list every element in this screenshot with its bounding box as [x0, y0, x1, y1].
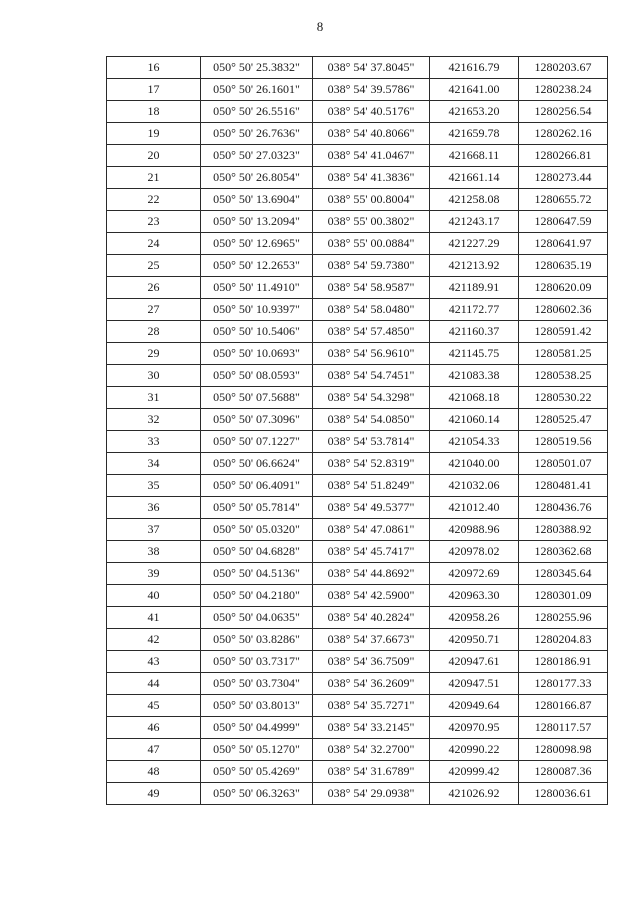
latitude-cell: 050° 50' 12.2653"	[201, 255, 313, 277]
y-coordinate-cell: 1280602.36	[519, 299, 608, 321]
point-number: 21	[107, 167, 201, 189]
table-row	[107, 629, 608, 651]
y-coordinate-cell: 1280256.54	[519, 101, 608, 123]
longitude-cell: 038° 54' 57.4850"	[313, 321, 430, 343]
table-row	[107, 123, 608, 145]
table-row	[107, 321, 608, 343]
latitude-cell: 050° 50' 03.7317"	[201, 651, 313, 673]
table-row	[107, 541, 608, 563]
longitude-cell: 038° 54' 52.8319"	[313, 453, 430, 475]
longitude-cell: 038° 54' 58.9587"	[313, 277, 430, 299]
point-number: 36	[107, 497, 201, 519]
latitude-cell: 050° 50' 05.7814"	[201, 497, 313, 519]
table-row	[107, 783, 608, 805]
x-coordinate-cell: 421054.33	[430, 431, 519, 453]
longitude-cell: 038° 55' 00.3802"	[313, 211, 430, 233]
longitude-cell: 038° 54' 41.0467"	[313, 145, 430, 167]
y-coordinate-cell: 1280362.68	[519, 541, 608, 563]
table-row	[107, 475, 608, 497]
y-coordinate-cell: 1280117.57	[519, 717, 608, 739]
y-coordinate-cell: 1280204.83	[519, 629, 608, 651]
y-coordinate-cell: 1280591.42	[519, 321, 608, 343]
table-row	[107, 717, 608, 739]
latitude-cell: 050° 50' 13.2094"	[201, 211, 313, 233]
y-coordinate-cell: 1280301.09	[519, 585, 608, 607]
longitude-cell: 038° 54' 54.7451"	[313, 365, 430, 387]
latitude-cell: 050° 50' 04.0635"	[201, 607, 313, 629]
point-number: 30	[107, 365, 201, 387]
x-coordinate-cell: 421032.06	[430, 475, 519, 497]
longitude-cell: 038° 54' 44.8692"	[313, 563, 430, 585]
point-number: 17	[107, 79, 201, 101]
table-row	[107, 277, 608, 299]
table-row	[107, 409, 608, 431]
longitude-cell: 038° 55' 00.8004"	[313, 189, 430, 211]
latitude-cell: 050° 50' 10.9397"	[201, 299, 313, 321]
table-row	[107, 673, 608, 695]
latitude-cell: 050° 50' 05.1270"	[201, 739, 313, 761]
y-coordinate-cell: 1280266.81	[519, 145, 608, 167]
table-row	[107, 211, 608, 233]
point-number: 27	[107, 299, 201, 321]
longitude-cell: 038° 54' 31.6789"	[313, 761, 430, 783]
latitude-cell: 050° 50' 26.1601"	[201, 79, 313, 101]
point-number: 32	[107, 409, 201, 431]
y-coordinate-cell: 1280098.98	[519, 739, 608, 761]
y-coordinate-cell: 1280501.07	[519, 453, 608, 475]
x-coordinate-cell: 420970.95	[430, 717, 519, 739]
latitude-cell: 050° 50' 04.4999"	[201, 717, 313, 739]
point-number: 31	[107, 387, 201, 409]
point-number: 23	[107, 211, 201, 233]
table-row	[107, 57, 608, 79]
x-coordinate-cell: 420978.02	[430, 541, 519, 563]
x-coordinate-cell: 421653.20	[430, 101, 519, 123]
x-coordinate-cell: 420963.30	[430, 585, 519, 607]
x-coordinate-cell: 421083.38	[430, 365, 519, 387]
table-row	[107, 431, 608, 453]
longitude-cell: 038° 54' 42.5900"	[313, 585, 430, 607]
x-coordinate-cell: 420947.51	[430, 673, 519, 695]
longitude-cell: 038° 54' 51.8249"	[313, 475, 430, 497]
x-coordinate-cell: 421172.77	[430, 299, 519, 321]
longitude-cell: 038° 54' 37.6673"	[313, 629, 430, 651]
y-coordinate-cell: 1280238.24	[519, 79, 608, 101]
x-coordinate-cell: 421040.00	[430, 453, 519, 475]
longitude-cell: 038° 54' 35.7271"	[313, 695, 430, 717]
latitude-cell: 050° 50' 11.4910"	[201, 277, 313, 299]
table-row	[107, 299, 608, 321]
table-row	[107, 233, 608, 255]
table-row	[107, 255, 608, 277]
point-number: 34	[107, 453, 201, 475]
latitude-cell: 050° 50' 12.6965"	[201, 233, 313, 255]
point-number: 41	[107, 607, 201, 629]
longitude-cell: 038° 54' 36.7509"	[313, 651, 430, 673]
longitude-cell: 038° 54' 32.2700"	[313, 739, 430, 761]
point-number: 22	[107, 189, 201, 211]
latitude-cell: 050° 50' 26.5516"	[201, 101, 313, 123]
x-coordinate-cell: 420990.22	[430, 739, 519, 761]
table-row	[107, 761, 608, 783]
y-coordinate-cell: 1280647.59	[519, 211, 608, 233]
point-number: 38	[107, 541, 201, 563]
point-number: 40	[107, 585, 201, 607]
point-number: 43	[107, 651, 201, 673]
x-coordinate-cell: 421227.29	[430, 233, 519, 255]
point-number: 20	[107, 145, 201, 167]
point-number: 18	[107, 101, 201, 123]
point-number: 19	[107, 123, 201, 145]
table-row	[107, 563, 608, 585]
x-coordinate-cell: 421026.92	[430, 783, 519, 805]
x-coordinate-cell: 421213.92	[430, 255, 519, 277]
point-number: 48	[107, 761, 201, 783]
latitude-cell: 050° 50' 08.0593"	[201, 365, 313, 387]
y-coordinate-cell: 1280581.25	[519, 343, 608, 365]
page-number: 8	[316, 19, 324, 34]
y-coordinate-cell: 1280186.91	[519, 651, 608, 673]
longitude-cell: 038° 54' 41.3836"	[313, 167, 430, 189]
y-coordinate-cell: 1280203.67	[519, 57, 608, 79]
latitude-cell: 050° 50' 07.3096"	[201, 409, 313, 431]
latitude-cell: 050° 50' 25.3832"	[201, 57, 313, 79]
longitude-cell: 038° 54' 53.7814"	[313, 431, 430, 453]
point-number: 28	[107, 321, 201, 343]
longitude-cell: 038° 54' 59.7380"	[313, 255, 430, 277]
x-coordinate-cell: 421243.17	[430, 211, 519, 233]
table-row	[107, 607, 608, 629]
point-number: 33	[107, 431, 201, 453]
point-number: 35	[107, 475, 201, 497]
x-coordinate-cell: 421160.37	[430, 321, 519, 343]
table-row	[107, 651, 608, 673]
x-coordinate-cell: 421068.18	[430, 387, 519, 409]
latitude-cell: 050° 50' 26.8054"	[201, 167, 313, 189]
longitude-cell: 038° 55' 00.0884"	[313, 233, 430, 255]
coordinates-table-body	[107, 57, 608, 805]
latitude-cell: 050° 50' 13.6904"	[201, 189, 313, 211]
latitude-cell: 050° 50' 26.7636"	[201, 123, 313, 145]
point-number: 44	[107, 673, 201, 695]
latitude-cell: 050° 50' 04.6828"	[201, 541, 313, 563]
latitude-cell: 050° 50' 07.5688"	[201, 387, 313, 409]
longitude-cell: 038° 54' 40.8066"	[313, 123, 430, 145]
y-coordinate-cell: 1280481.41	[519, 475, 608, 497]
latitude-cell: 050° 50' 06.6624"	[201, 453, 313, 475]
point-number: 39	[107, 563, 201, 585]
y-coordinate-cell: 1280166.87	[519, 695, 608, 717]
x-coordinate-cell: 420972.69	[430, 563, 519, 585]
table-row	[107, 695, 608, 717]
longitude-cell: 038° 54' 40.2824"	[313, 607, 430, 629]
point-number: 46	[107, 717, 201, 739]
point-number: 26	[107, 277, 201, 299]
y-coordinate-cell: 1280519.56	[519, 431, 608, 453]
point-number: 49	[107, 783, 201, 805]
longitude-cell: 038° 54' 56.9610"	[313, 343, 430, 365]
x-coordinate-cell: 421189.91	[430, 277, 519, 299]
latitude-cell: 050° 50' 05.4269"	[201, 761, 313, 783]
y-coordinate-cell: 1280177.33	[519, 673, 608, 695]
table-row	[107, 343, 608, 365]
longitude-cell: 038° 54' 37.8045"	[313, 57, 430, 79]
table-row	[107, 101, 608, 123]
x-coordinate-cell: 421668.11	[430, 145, 519, 167]
table-row	[107, 167, 608, 189]
longitude-cell: 038° 54' 29.0938"	[313, 783, 430, 805]
point-number: 42	[107, 629, 201, 651]
y-coordinate-cell: 1280273.44	[519, 167, 608, 189]
x-coordinate-cell: 421659.78	[430, 123, 519, 145]
x-coordinate-cell: 420947.61	[430, 651, 519, 673]
longitude-cell: 038° 54' 54.0850"	[313, 409, 430, 431]
latitude-cell: 050° 50' 27.0323"	[201, 145, 313, 167]
x-coordinate-cell: 421060.14	[430, 409, 519, 431]
latitude-cell: 050° 50' 06.4091"	[201, 475, 313, 497]
point-number: 45	[107, 695, 201, 717]
y-coordinate-cell: 1280655.72	[519, 189, 608, 211]
y-coordinate-cell: 1280388.92	[519, 519, 608, 541]
table-row	[107, 585, 608, 607]
x-coordinate-cell: 421641.00	[430, 79, 519, 101]
x-coordinate-cell: 420949.64	[430, 695, 519, 717]
x-coordinate-cell: 421661.14	[430, 167, 519, 189]
longitude-cell: 038° 54' 40.5176"	[313, 101, 430, 123]
x-coordinate-cell: 420958.26	[430, 607, 519, 629]
table-row	[107, 365, 608, 387]
table-row	[107, 387, 608, 409]
x-coordinate-cell: 421145.75	[430, 343, 519, 365]
latitude-cell: 050° 50' 10.5406"	[201, 321, 313, 343]
table-row	[107, 739, 608, 761]
latitude-cell: 050° 50' 04.5136"	[201, 563, 313, 585]
point-number: 37	[107, 519, 201, 541]
x-coordinate-cell: 420988.96	[430, 519, 519, 541]
y-coordinate-cell: 1280525.47	[519, 409, 608, 431]
point-number: 29	[107, 343, 201, 365]
longitude-cell: 038° 54' 45.7417"	[313, 541, 430, 563]
x-coordinate-cell: 421258.08	[430, 189, 519, 211]
point-number: 24	[107, 233, 201, 255]
y-coordinate-cell: 1280530.22	[519, 387, 608, 409]
coordinates-table	[106, 56, 608, 805]
latitude-cell: 050° 50' 07.1227"	[201, 431, 313, 453]
table-row	[107, 145, 608, 167]
y-coordinate-cell: 1280345.64	[519, 563, 608, 585]
x-coordinate-cell: 420999.42	[430, 761, 519, 783]
longitude-cell: 038° 54' 58.0480"	[313, 299, 430, 321]
point-number: 47	[107, 739, 201, 761]
longitude-cell: 038° 54' 33.2145"	[313, 717, 430, 739]
longitude-cell: 038° 54' 39.5786"	[313, 79, 430, 101]
longitude-cell: 038° 54' 36.2609"	[313, 673, 430, 695]
latitude-cell: 050° 50' 03.8013"	[201, 695, 313, 717]
x-coordinate-cell: 420950.71	[430, 629, 519, 651]
table-row	[107, 497, 608, 519]
y-coordinate-cell: 1280087.36	[519, 761, 608, 783]
point-number: 16	[107, 57, 201, 79]
x-coordinate-cell: 421012.40	[430, 497, 519, 519]
longitude-cell: 038° 54' 49.5377"	[313, 497, 430, 519]
y-coordinate-cell: 1280635.19	[519, 255, 608, 277]
latitude-cell: 050° 50' 05.0320"	[201, 519, 313, 541]
y-coordinate-cell: 1280262.16	[519, 123, 608, 145]
longitude-cell: 038° 54' 54.3298"	[313, 387, 430, 409]
latitude-cell: 050° 50' 03.8286"	[201, 629, 313, 651]
y-coordinate-cell: 1280436.76	[519, 497, 608, 519]
latitude-cell: 050° 50' 06.3263"	[201, 783, 313, 805]
table-row	[107, 519, 608, 541]
longitude-cell: 038° 54' 47.0861"	[313, 519, 430, 541]
point-number: 25	[107, 255, 201, 277]
x-coordinate-cell: 421616.79	[430, 57, 519, 79]
table-row	[107, 189, 608, 211]
y-coordinate-cell: 1280641.97	[519, 233, 608, 255]
table-row	[107, 79, 608, 101]
y-coordinate-cell: 1280255.96	[519, 607, 608, 629]
table-row	[107, 453, 608, 475]
y-coordinate-cell: 1280620.09	[519, 277, 608, 299]
y-coordinate-cell: 1280538.25	[519, 365, 608, 387]
latitude-cell: 050° 50' 10.0693"	[201, 343, 313, 365]
y-coordinate-cell: 1280036.61	[519, 783, 608, 805]
latitude-cell: 050° 50' 04.2180"	[201, 585, 313, 607]
latitude-cell: 050° 50' 03.7304"	[201, 673, 313, 695]
